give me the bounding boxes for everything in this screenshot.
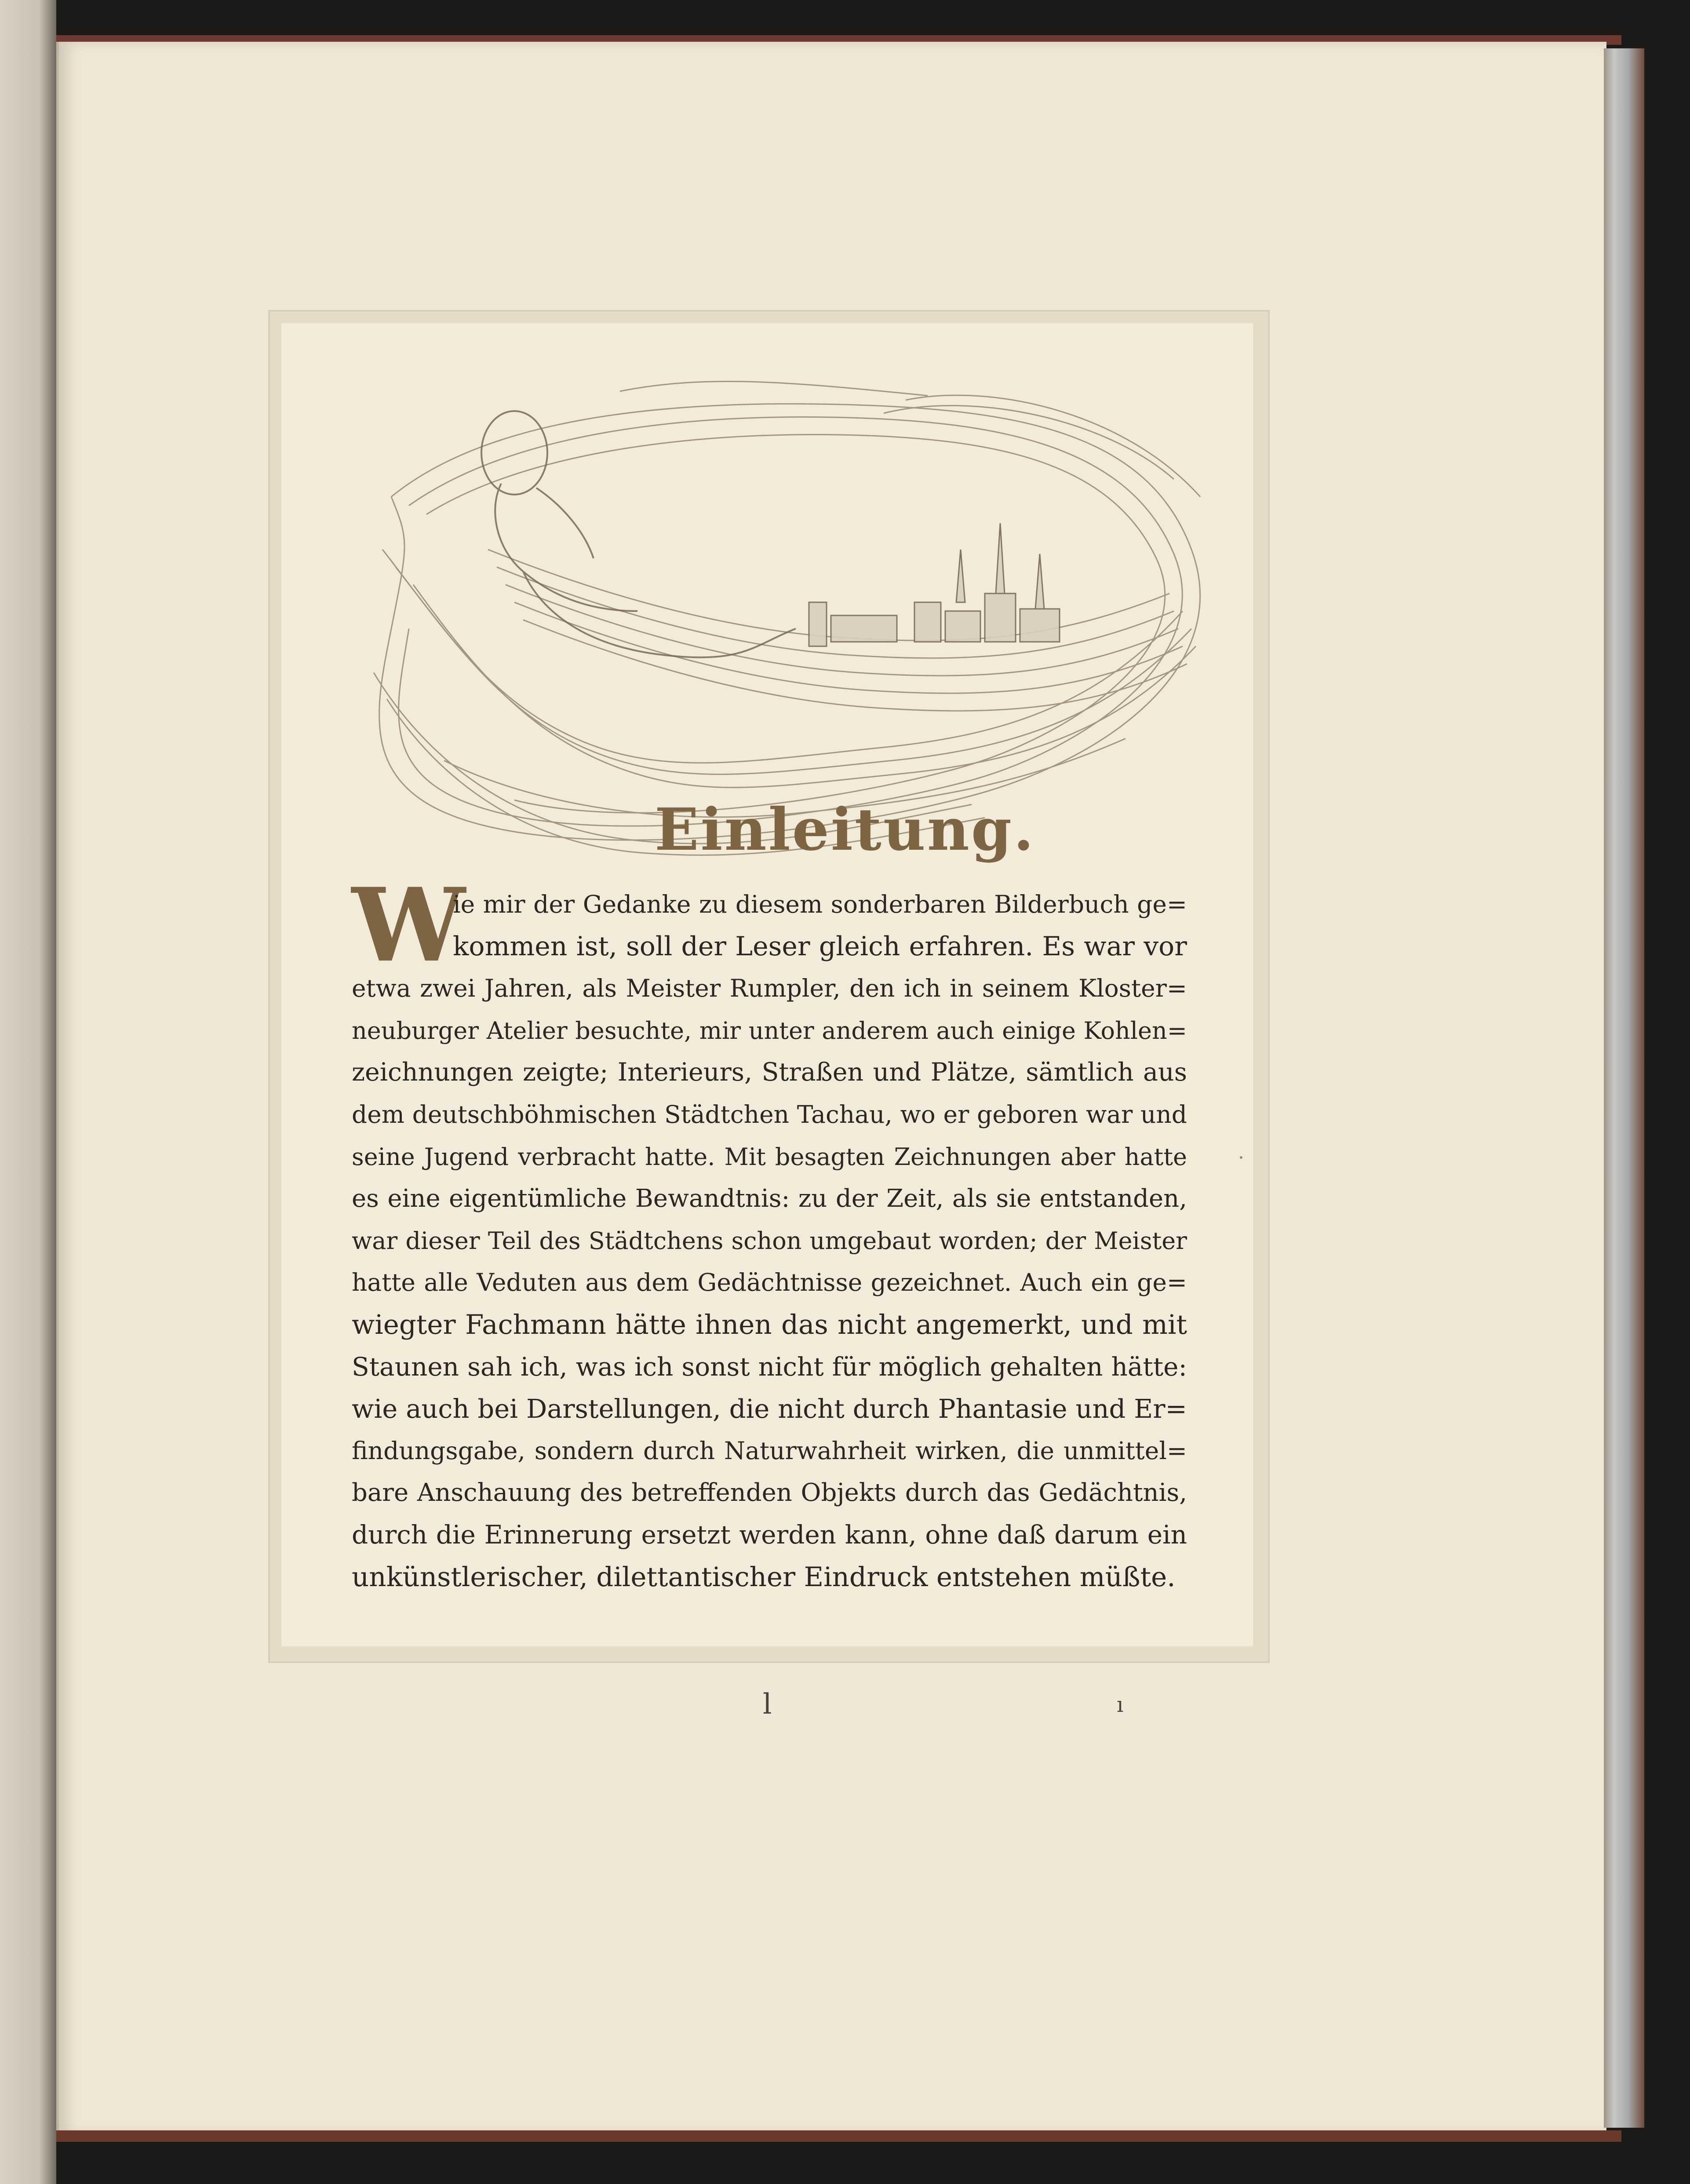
text-line: war dieser Teil des Städtchens schon umgebaut worden; der Meister [352, 1227, 1187, 1255]
book-left-edge [0, 0, 56, 2184]
text-line: Staunen sah ich, was ich sonst nicht für möglich gehalten hätte: [352, 1351, 1187, 1382]
text-line: wie auch bei Darstellungen, die nicht durch Phantasie und Er= [352, 1394, 1187, 1424]
text-line: es eine eigentümliche Bewandtnis: zu der Zeit, als sie entstanden, [352, 1184, 1187, 1213]
text-line: unkünstlerischer, dilettantischer Eindruck entstehen müßte. [352, 1561, 1176, 1593]
text-line: durch die Erinnerung ersetzt werden kann, ohne daß darum ein [352, 1519, 1187, 1550]
page-mark: l [763, 1688, 772, 1721]
page-mark: ı [1117, 1693, 1124, 1717]
drop-cap-initial: W [352, 866, 466, 985]
text-line: wiegter Fachmann hätte ihnen das nicht angemerkt, und mit [352, 1309, 1187, 1340]
text-line: seine Jugend verbracht hatte. Mit besagten Zeichnungen aber hatte [352, 1143, 1187, 1171]
text-line: neuburger Atelier besuchte, mir unter anderem auch einige Kohlen= [352, 1016, 1187, 1045]
cover-right-edge [1604, 48, 1644, 2128]
chapter-title: Einleitung. [654, 796, 1036, 864]
text-line: bare Anschauung des betreffenden Objekts durch das Gedächtnis, [352, 1478, 1187, 1507]
cover-bottom-edge [56, 2130, 1621, 2142]
text-line: hatte alle Veduten aus dem Gedächtnisse gezeichnet. Auch ein ge= [352, 1268, 1187, 1297]
text-line: findungsgabe, sondern durch Naturwahrheit wirken, die unmittel= [352, 1436, 1187, 1465]
paper-speck [1240, 1156, 1242, 1159]
text-line: etwa zwei Jahren, als Meister Rumpler, den ich in seinem Kloster= [352, 974, 1187, 1003]
text-line: kommen ist, soll der Leser gleich erfahren. Es war vor [453, 931, 1187, 962]
body-text [352, 884, 1187, 1598]
text-line: dem deutschböhmischen Städtchen Tachau, wo er geboren war und [352, 1100, 1187, 1128]
text-line: ie mir der Gedanke zu diesem sonderbaren Bilderbuch ge= [453, 890, 1187, 918]
text-line: zeichnungen zeigte; Interieurs, Straßen und Plätze, sämtlich aus [352, 1058, 1187, 1087]
